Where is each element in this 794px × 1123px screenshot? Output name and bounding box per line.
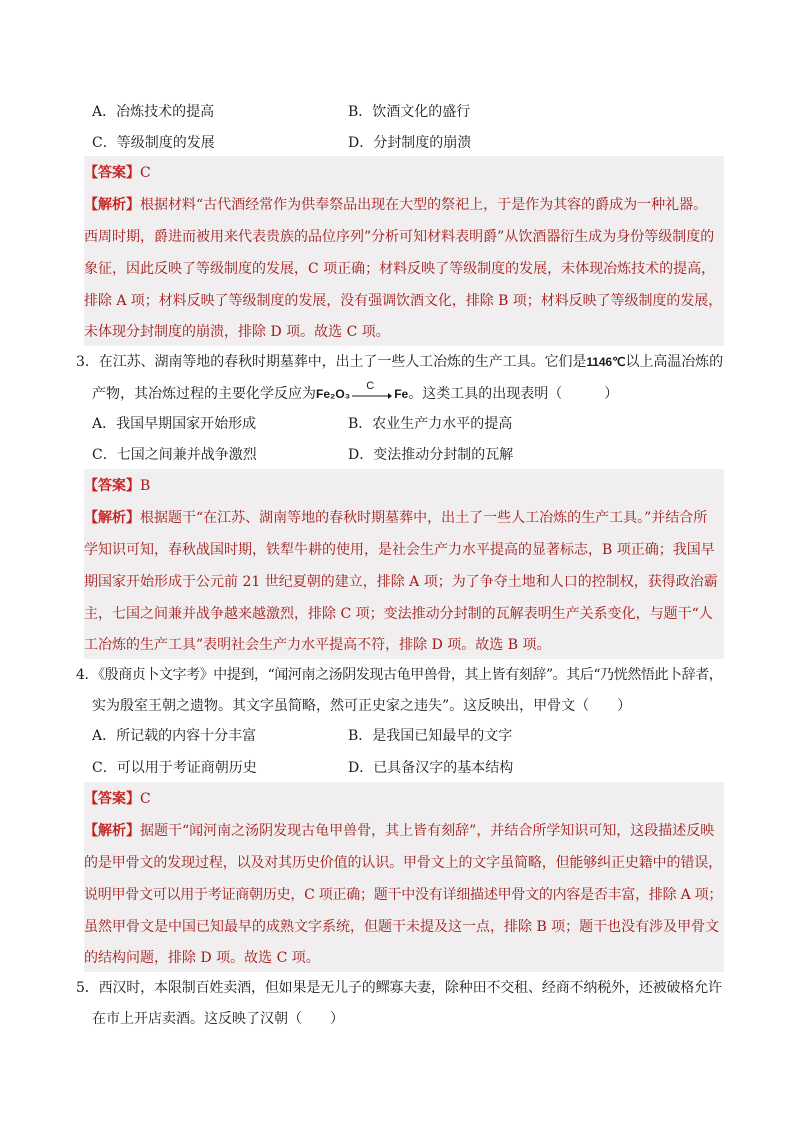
formula-reactant: Fe₂O₃ bbox=[316, 387, 351, 401]
q3-stem-text: 3．在江苏、湖南等地的春秋时期墓葬中，出土了一些人工冶炼的生产工具。它们是 bbox=[76, 354, 587, 370]
q3-analysis-line: 工冶炼的生产工具”表明社会生产力水平提高不符，排除 D 项。故选 B 项。 bbox=[84, 637, 551, 653]
q4-analysis-line: 说明甲骨文可以用于考证商朝历史，C 项正确；题干中没有详细描述甲骨文的内容是否丰富，排除 A 项； bbox=[84, 887, 723, 903]
q4-analysis-line: 虽然甲骨文是中国已知最早的成熟文字系统，但题干未提及这一点，排除 B 项；题干也没有涉及甲骨文 bbox=[84, 919, 720, 935]
q3-option-a[interactable]: A．我国早期国家开始形成 bbox=[92, 416, 257, 432]
q2-analysis-line bbox=[84, 195, 707, 215]
analysis-label: 【解析】 bbox=[84, 510, 140, 526]
q3-stem-line bbox=[92, 380, 619, 404]
q2-answer-block bbox=[84, 156, 724, 346]
q3-stem-text: 。这类工具的出现表明（ ） bbox=[408, 386, 619, 402]
q2-answer bbox=[84, 163, 151, 183]
q3-analysis-line bbox=[84, 508, 707, 528]
q3-analysis-line: 主，七国之间兼并战争越来越激烈，排除 C 项；变法推动分封制的瓦解表明生产关系变化，与题干“人 bbox=[84, 606, 713, 622]
q4-answer bbox=[84, 789, 151, 809]
q4-stem-line: 4．《殷商贞卜文字考》中提到，“闻河南之汤阴发现古龟甲兽骨，其上皆有刻辞”。其后“乃恍然悟此卜辞者， bbox=[76, 667, 723, 683]
q4-option-d[interactable]: D．已具备汉字的基本结构 bbox=[348, 760, 514, 776]
q4-option-b[interactable]: B．是我国已知最早的文字 bbox=[348, 728, 513, 744]
q3-stem-text: 产物，其冶炼过程的主要化学反应为 bbox=[92, 386, 316, 402]
q2-analysis-line: 西周时期，爵进而被用来代表贵族的品位序列”分析可知材料表明爵”从饮酒器衍生成为身份等级制度的 bbox=[84, 229, 715, 245]
q4-option-c[interactable]: C．可以用于考证商朝历史 bbox=[92, 760, 257, 776]
reaction-condition: C bbox=[366, 380, 375, 392]
q3-analysis-line: 学知识可知，春秋战国时期，铁犁牛耕的使用，是社会生产力水平提高的显著标志，B 项正确；我国早 bbox=[84, 542, 715, 558]
q3-stem-line bbox=[76, 352, 723, 372]
answer-label: 【答案】 bbox=[84, 478, 140, 494]
answer-label: 【答案】 bbox=[84, 791, 140, 807]
q4-analysis-line: 的结构问题，排除 D 项。故选 C 项。 bbox=[84, 950, 320, 966]
q2-option-c[interactable]: C．等级制度的发展 bbox=[92, 135, 215, 151]
q3-option-b[interactable]: B．农业生产力水平的提高 bbox=[348, 416, 513, 432]
analysis-text: 据题干“闻河南之汤阴发现古龟甲兽骨，其上皆有刻辞”，并结合所学知识可知，这段描述反映 bbox=[140, 823, 715, 839]
q3-option-d[interactable]: D．变法推动分封制的瓦解 bbox=[348, 447, 514, 463]
analysis-label: 【解析】 bbox=[84, 823, 140, 839]
q3-option-c[interactable]: C．七国之间兼并战争激烈 bbox=[92, 447, 257, 463]
analysis-text: 根据材料“古代酒经常作为供奉祭品出现在大型的祭祀上，于是作为其容的爵成为一种礼器。 bbox=[140, 197, 708, 213]
q2-analysis-line: 象征，因此反映了等级制度的发展，C 项正确；材料反映了等级制度的发展，未体现冶炼技术的提高， bbox=[84, 261, 716, 277]
analysis-label: 【解析】 bbox=[84, 197, 140, 213]
q3-answer-block bbox=[84, 469, 724, 659]
q3-analysis-line: 期国家开始形成于公元前 21 世纪夏朝的建立，排除 A 项；为了争夺土地和人口的控制权，获得政治霸 bbox=[84, 574, 718, 590]
q2-option-b[interactable]: B．饮酒文化的盛行 bbox=[348, 104, 471, 120]
formula-product: Fe bbox=[394, 387, 409, 401]
q4-answer-block bbox=[84, 782, 724, 972]
q2-option-d[interactable]: D．分封制度的崩溃 bbox=[348, 135, 472, 151]
q3-answer bbox=[84, 476, 150, 496]
q4-stem-line: 实为殷室王朝之遗物。其文字虽简略，然可正史家之违失”。这反映出，甲骨文（ ） bbox=[92, 698, 632, 714]
arrow-icon bbox=[352, 393, 392, 399]
q4-option-a[interactable]: A．所记载的内容十分丰富 bbox=[92, 728, 257, 744]
answer-value: B bbox=[140, 478, 151, 494]
q5-stem-line: 5．西汉时，本限制百姓卖酒，但如果是无儿子的鳏寡夫妻，除种田不交租、经商不纳税外，还被破格允许 bbox=[76, 980, 722, 996]
analysis-text: 根据题干“在江苏、湖南等地的春秋时期墓葬中，出土了一些人工冶炼的生产工具。”并结合所 bbox=[140, 510, 708, 526]
q4-analysis-line bbox=[84, 821, 714, 841]
q2-option-a[interactable]: A．冶炼技术的提高 bbox=[92, 104, 215, 120]
q2-analysis-line: 未体现分封制度的崩溃，排除 D 项。故选 C 项。 bbox=[84, 324, 390, 340]
q3-stem-text: 以上高温冶炼的 bbox=[625, 354, 723, 370]
q2-analysis-line: 排除 A 项；材料反映了等级制度的发展，没有强调饮酒文化，排除 B 项；材料反映了等级制度的发展， bbox=[84, 293, 723, 309]
q5-stem-line: 在市上开店卖酒。这反映了汉朝（ ） bbox=[92, 1011, 344, 1027]
q4-analysis-line: 的是甲骨文的发现过程，以及对其历史价值的认识。甲骨文上的文字虽简略，但能够纠正史籍中的错误， bbox=[84, 855, 722, 871]
answer-value: C bbox=[140, 165, 151, 181]
answer-value: C bbox=[140, 791, 151, 807]
answer-label: 【答案】 bbox=[84, 165, 140, 181]
reaction-arrow bbox=[350, 380, 394, 404]
temperature-value: 1146℃ bbox=[586, 355, 626, 369]
